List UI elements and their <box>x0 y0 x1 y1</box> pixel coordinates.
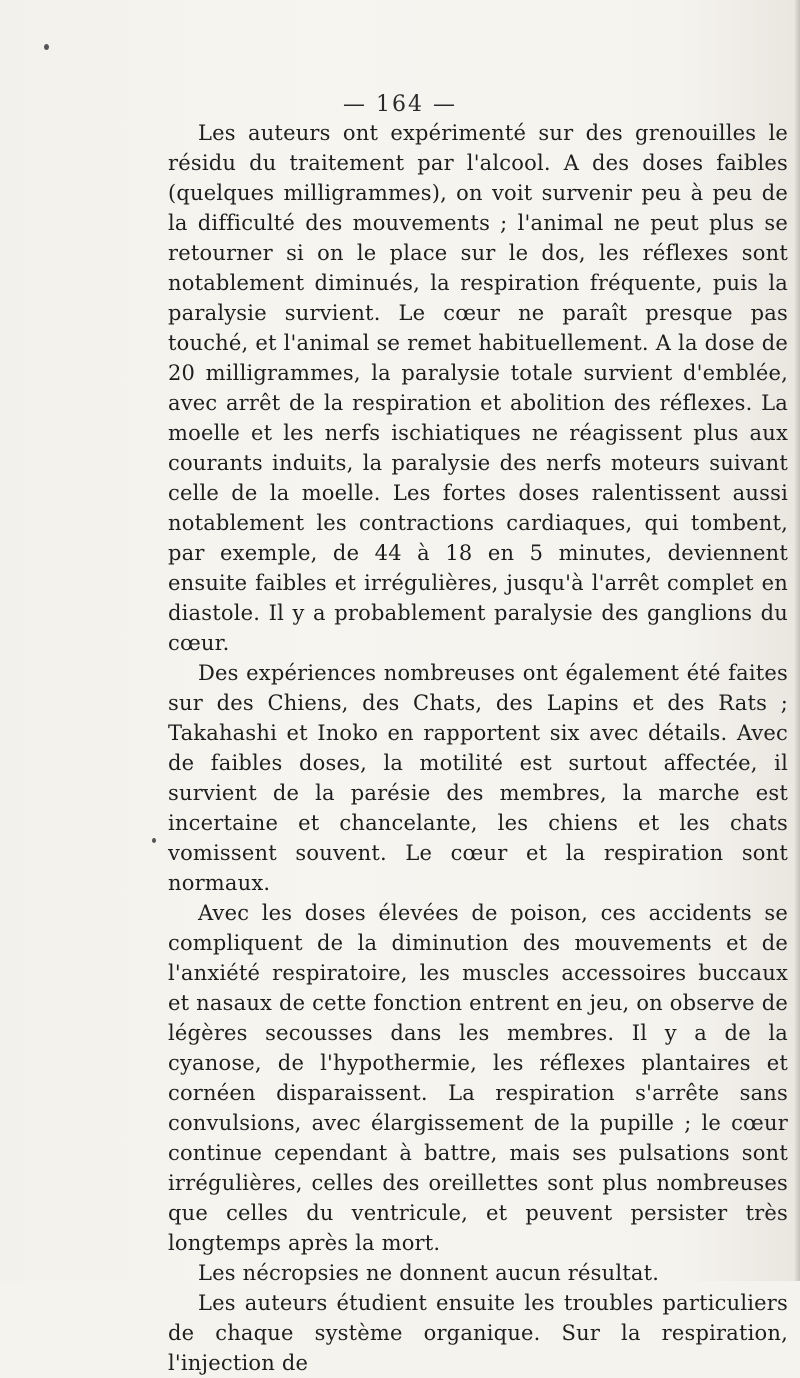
paragraph-mammal-experiments: Des expériences nombreuses ont également été faites sur des Chiens, des Chats, des Lapins et des Rats ; Takahashi et Inoko en rapportent six avec détails. Avec de faibles doses, la motilité est surtout affectée, il survient de la parésie des membres, la marche est incertaine et chancelante, les chiens et les chats vomissent souvent. Le cœur et la respiration sont normaux. <box>168 661 788 895</box>
page-edge-shadow <box>794 0 800 1281</box>
paragraph-organ-systems: Les auteurs étudient ensuite les troubles particuliers de chaque système organique. Sur la respiration, l'injection de <box>168 1291 788 1375</box>
ink-speck <box>152 838 156 843</box>
paragraph-frog-experiments: Les auteurs ont expérimenté sur des grenouilles le résidu du traitement par l'alcool. A des doses faibles (quelques milligrammes), on voit survenir peu à peu de la difficulté des mouvements ; l'animal ne peut plus se retourner si on le place sur le dos, les réflexes sont notablement diminués, la respiration fréquente, puis la paralysie survient. Le cœur ne paraît presque pas touché, et l'animal se remet habituellement. A la dose de 20 milligrammes, la paralysie totale survient d'emblée, avec arrêt de la respiration et abolition des réflexes. La moelle et les nerfs ischiatiques ne réagissent plus aux courants induits, la paralysie des nerfs moteurs suivant celle de la moelle. Les fortes doses ralentissent aussi notablement les contractions cardiaques, qui tombent, par exemple, de 44 à 18 en 5 minutes, deviennent ensuite faibles et irrégulières, jusqu'à l'arrêt complet en diastole. Il y a probablement paralysie des ganglions du cœur. <box>168 121 788 655</box>
paragraph-necropsies: Les nécropsies ne donnent aucun résultat. <box>198 1261 660 1285</box>
paragraph-high-doses: Avec les doses élevées de poison, ces accidents se compliquent de la diminution des mouvements et de l'anxiété respiratoire, les muscles accessoires buccaux et nasaux de cette fonction entrent en jeu, on observe de légères secousses dans les membres. Il y a de la cyanose, de l'hypothermie, les réflexes plantaires et cornéen disparaissent. La respiration s'arrête sans convulsions, avec élargissement de la pupille ; le cœur continue cependant à battre, mais ses pulsations sont irrégulières, celles des oreillettes sont plus nombreuses que celles du ventricule, et peuvent persister très longtemps après la mort. <box>168 901 788 1255</box>
page-number: — 164 — <box>343 92 457 117</box>
body-text <box>168 118 788 1378</box>
ink-speck <box>44 44 49 50</box>
